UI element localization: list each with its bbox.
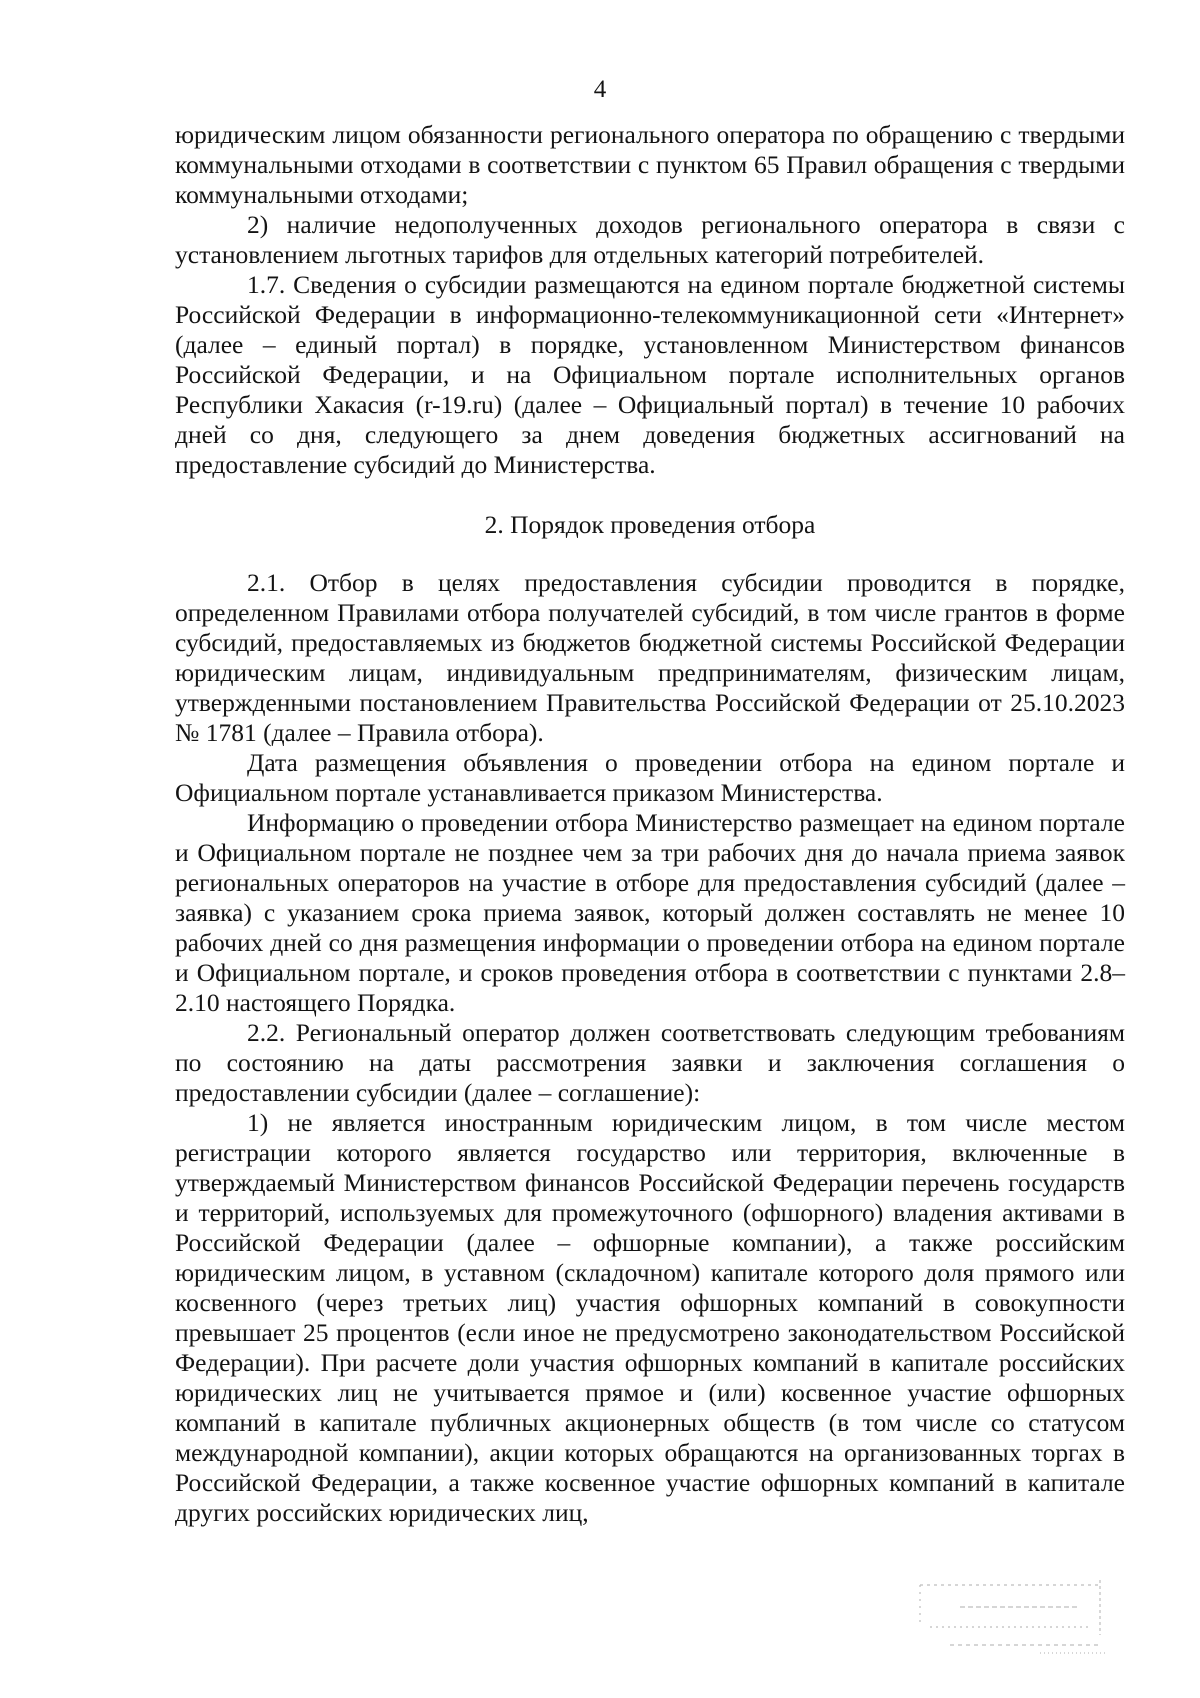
page-number: 4 [593,76,607,103]
paragraph: Информацию о проведении отбора Министерство размещает на едином портале и Официальном портале не позднее чем за три рабочих дня до начала приема заявок региональных операторов на участие в отборе для предоставления субсидий (далее – заявка) с указанием срока приема заявок, который должен составлять не менее 10 рабочих дней со дня размещения информации о проведении отбора на едином портале и Официальном портале, и сроков проведения отбора в соответствии с пунктами 2.8–2.10 настоящего Порядка. [175,808,1125,1017]
scan-stamp-mark [900,1565,1120,1665]
paragraph: 1) не является иностранным юридическим лицом, в том числе местом регистрации которого является государство или территория, включенные в утверждаемый Министерством финансов Российской Федерации перечень государств и территорий, используемых для промежуточного (офшорного) владения активами в Российской Федерации (далее – офшорные компании), а также российским юридическим лицом, в уставном (складочном) капитале которого доля прямого или косвенного (через третьих лиц) участия офшорных компаний в совокупности превышает 25 процентов (если иное не предусмотрено законодательством Российской Федерации). При расчете доли участия офшорных компаний в капитале российских юридических лиц не учитывается прямое и (или) косвенное участие офшорных компаний в капитале публичных акционерных обществ (в том числе со статусом международной компании), акции которых обращаются на организованных торгах в Российской Федерации, а также косвенное участие офшорных компаний в капитале других российских юридических лиц, [175,1108,1125,1527]
paragraph: 2) наличие недополученных доходов регионального оператора в связи с установлением льготных тарифов для отдельных категорий потребителей. [175,210,1125,269]
paragraph: юридическим лицом обязанности регионального оператора по обращению с твердыми коммунальными отходами в соответствии с пунктом 65 Правил обращения с твердыми коммунальными отходами; [175,120,1125,209]
paragraph: Дата размещения объявления о проведении отбора на едином портале и Официальном портале устанавливается приказом Министерства. [175,748,1125,807]
paragraph: 2.1. Отбор в целях предоставления субсидии проводится в порядке, определенном Правилами отбора получателей субсидий, в том числе грантов в форме субсидий, предоставляемых из бюджетов бюджетной системы Российской Федерации юридическим лицам, индивидуальным предпринимателям, физическим лицам, утвержденными постановлением Правительства Российской Федерации от 25.10.2023 № 1781 (далее – Правила отбора). [175,568,1125,747]
paragraph: 1.7. Сведения о субсидии размещаются на едином портале бюджетной системы Российской Федерации в информационно-телекоммуникационной сети «Интернет» (далее – единый портал) в порядке, установленном Министерством финансов Российской Федерации, и на Официальном портале исполнительных органов Республики Хакасия (r-19.ru) (далее – Официальный портал) в течение 10 рабочих дней со дня, следующего за днем доведения бюджетных ассигнований на предоставление субсидий до Министерства. [175,270,1125,479]
document-body [175,120,1125,1528]
paragraph: 2.2. Региональный оператор должен соответствовать следующим требованиям по состоянию на даты рассмотрения заявки и заключения соглашения о предоставлении субсидии (далее – соглашение): [175,1018,1125,1107]
section-heading: 2. Порядок проведения отбора [484,510,816,539]
